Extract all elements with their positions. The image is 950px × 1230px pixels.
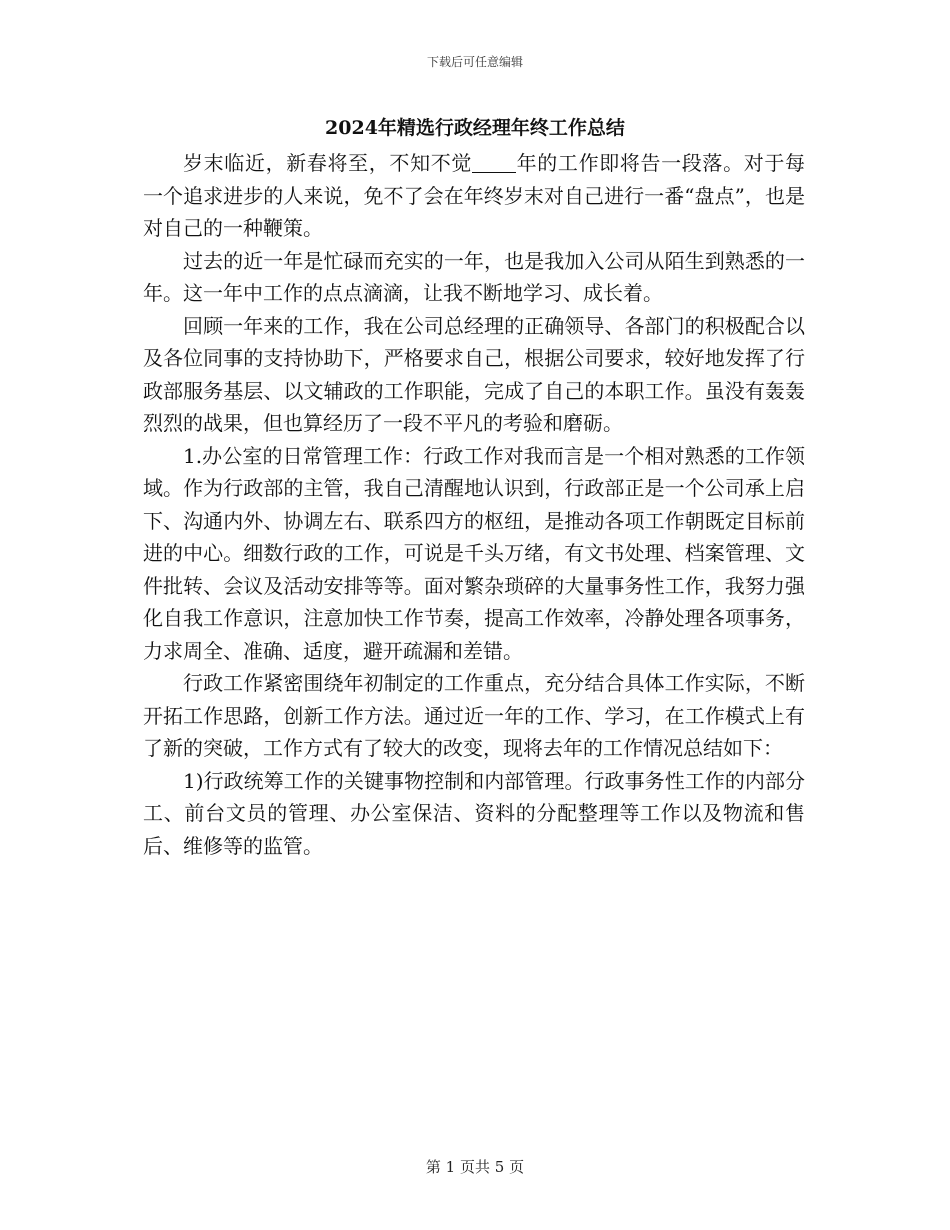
paragraph-4: 1.办公室的日常管理工作：行政工作对我而言是一个相对熟悉的工作领域。作为行政部的主管，我自己清醒地认识到，行政部正是一个公司承上启下、沟通内外、协调左右、联系四方的枢纽，是推动各项工作朝既定目标前进的中心。细数行政的工作，可说是千头万绪，有文书处理、档案管理、文件批转、会议及活动安排等等。面对繁杂琐碎的大量事务性工作，我努力强化自我工作意识，注意加快工作节奏，提高工作效率，冷静处理各项事务，力求周全、准确、适度，避开疏漏和差错。 (143, 443, 805, 663)
document-body (143, 147, 805, 862)
fill-in-blank (472, 152, 516, 173)
document-title: 2024年精选行政经理年终工作总结 (325, 117, 625, 139)
paragraph-6: 1)行政统筹工作的关键事物控制和内部管理。行政事务性工作的内部分工、前台文员的管理、办公室保洁、资料的分配整理等工作以及物流和售后、维修等的监管。 (143, 768, 805, 858)
paragraph-5: 行政工作紧密围绕年初制定的工作重点，充分结合具体工作实际，不断开拓工作思路，创新工作方法。通过近一年的工作、学习，在工作模式上有了新的突破，工作方式有了较大的改变，现将去年的工作情况总结如下： (143, 671, 805, 760)
paragraph-1-rest: 年的工作即将告一段落。对于每一个追求进步的人来说，免不了会在年终岁末对自己进行一番“盘点”，也是对自己的一种鞭策。 (143, 151, 805, 240)
page-number: 第 1 页共 5 页 (425, 1158, 525, 1176)
paragraph-1-lead: 岁末临近，新春将至，不知不觉 (183, 151, 472, 175)
paragraph-1 (143, 147, 805, 245)
header-note: 下载后可任意编辑 (426, 55, 523, 69)
paragraph-3: 回顾一年来的工作，我在公司总经理的正确领导、各部门的积极配合以及各位同事的支持协助下，严格要求自己，根据公司要求，较好地发挥了行政部服务基层、以文辅政的工作职能，完成了自己的本职工作。虽没有轰轰烈烈的战果，但也算经历了一段不平凡的考验和磨砺。 (143, 313, 805, 435)
paragraph-2: 过去的近一年是忙碌而充实的一年，也是我加入公司从陌生到熟悉的一年。这一年中工作的点点滴滴，让我不断地学习、成长着。 (143, 248, 805, 305)
